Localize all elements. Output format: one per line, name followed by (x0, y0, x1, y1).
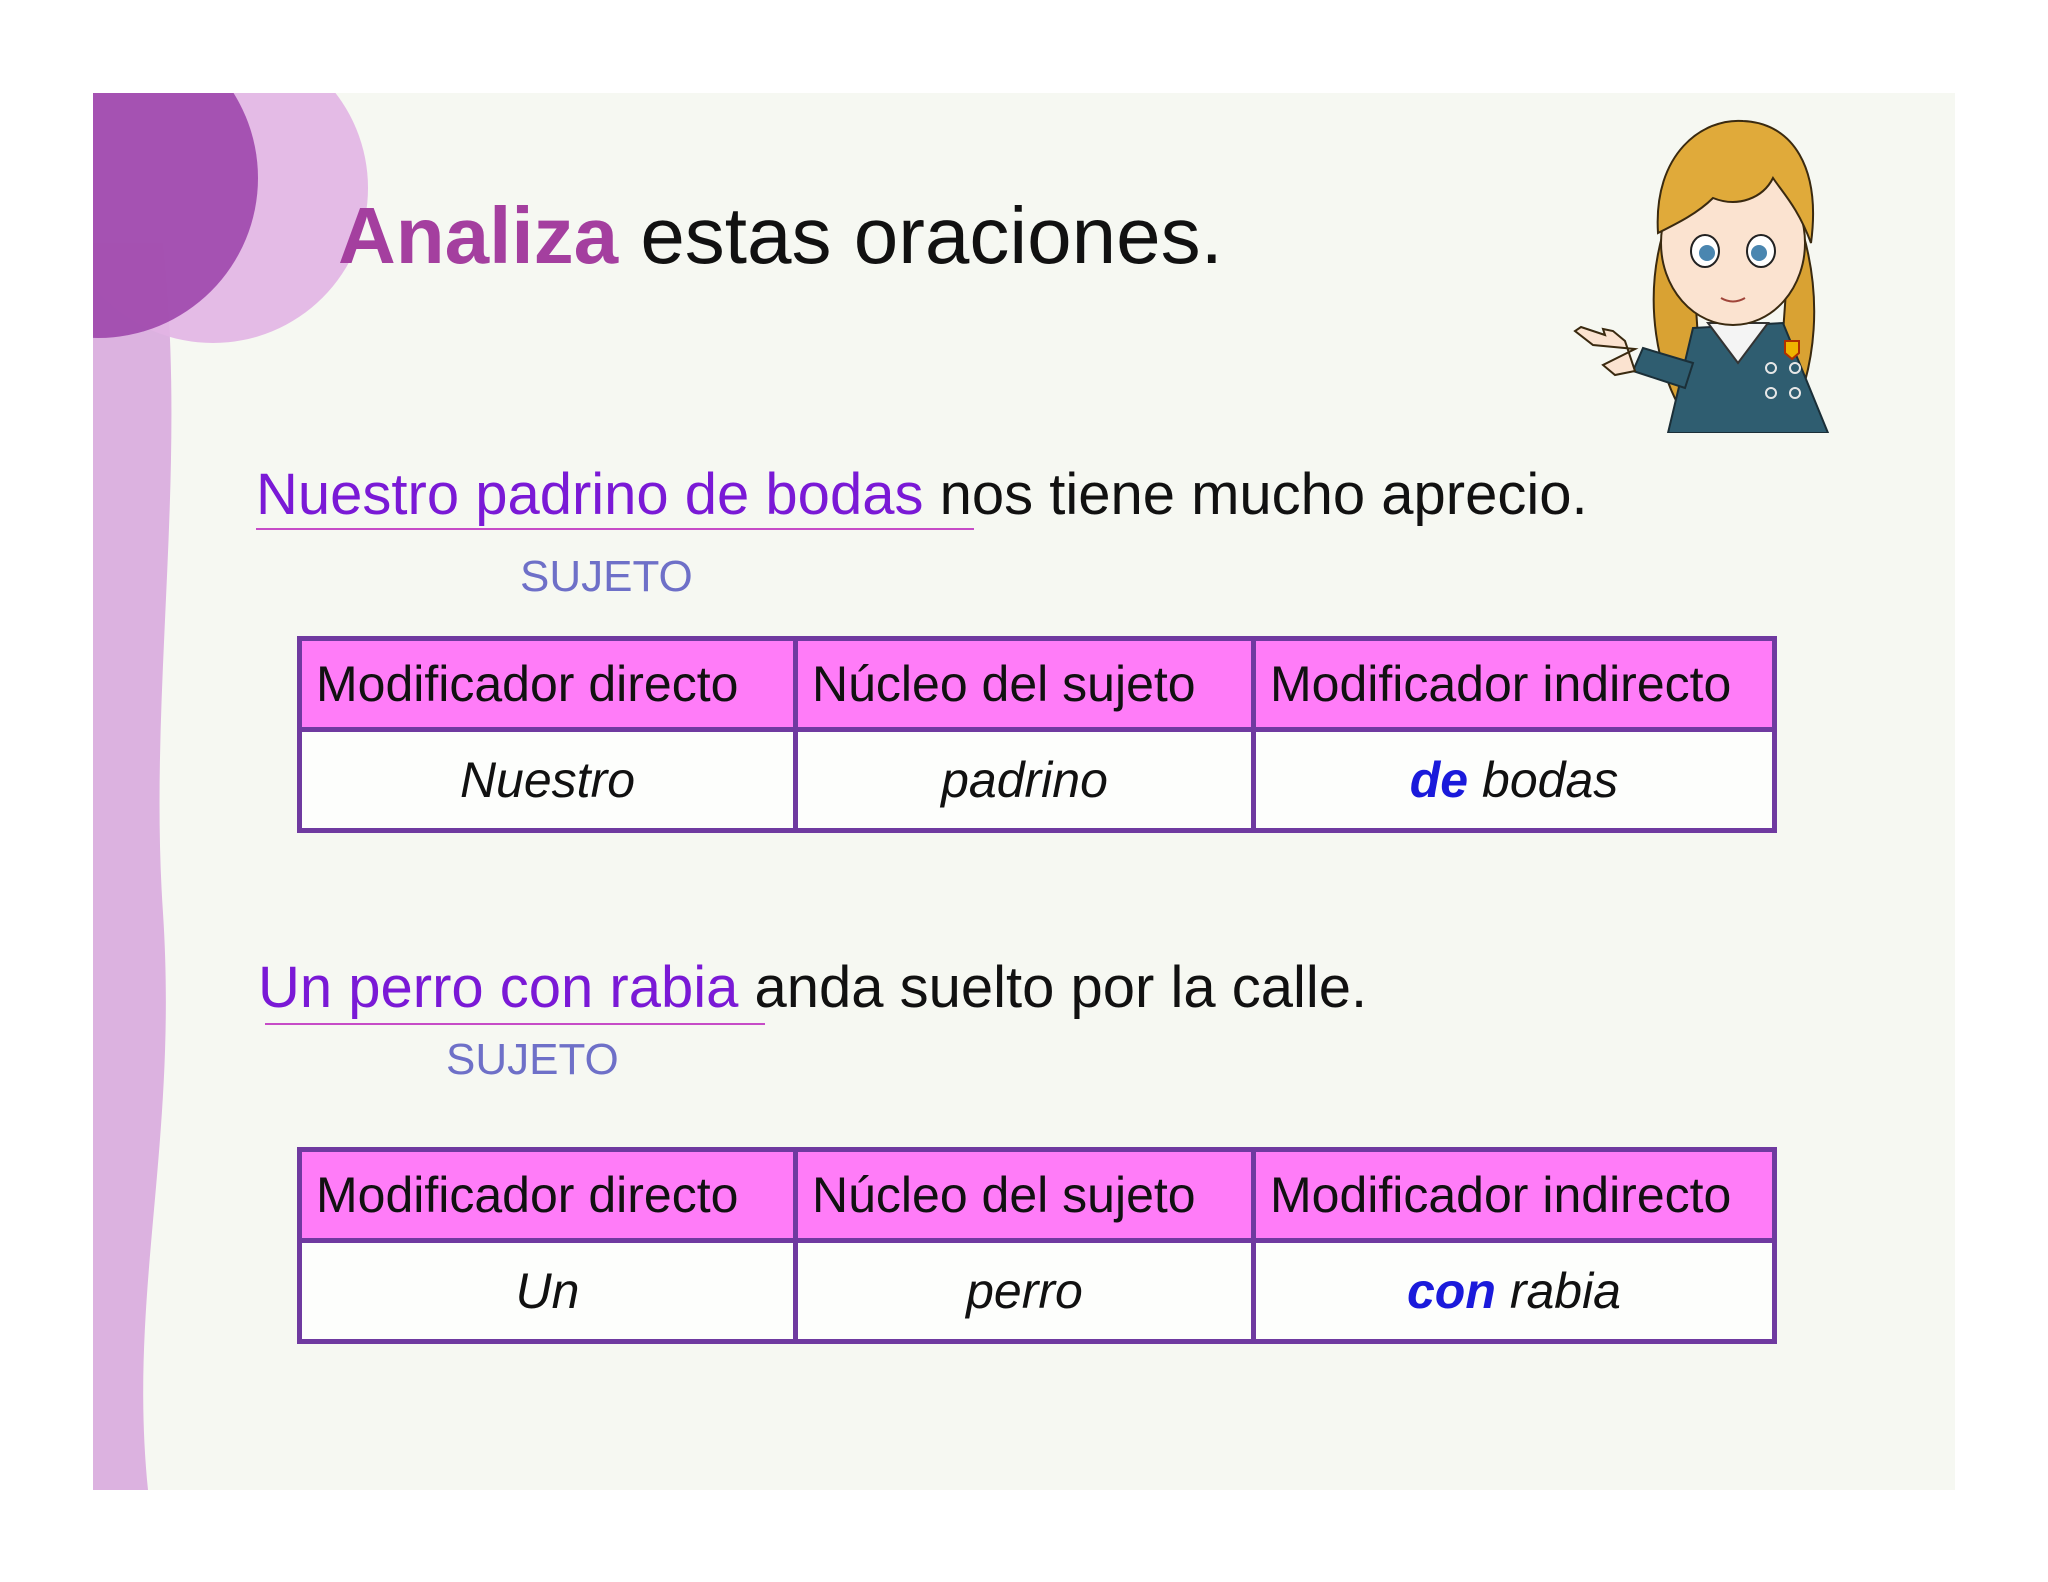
table-1-header-nucleo: Núcleo del sujeto (796, 639, 1254, 730)
pointing-girl-illustration (1573, 113, 1873, 433)
table-2-value-row (300, 1241, 1775, 1342)
page-title (338, 188, 1223, 284)
decorative-ribbon (93, 243, 171, 1490)
title-accent: Analiza (338, 191, 619, 280)
table-2-cell-mi (1254, 1241, 1775, 1342)
table-2-cell-md: Un (300, 1241, 796, 1342)
table-1-link-word: de (1409, 752, 1469, 808)
analysis-table-2 (297, 1147, 1777, 1344)
sentence-2-predicate: anda suelto por la calle. (754, 955, 1368, 1020)
table-2-header-mi: Modificador indirecto (1254, 1150, 1775, 1241)
sentence-1-predicate: nos tiene mucho aprecio. (939, 462, 1588, 527)
sentence-2-sujeto-label: SUJETO (446, 1035, 619, 1084)
sentence-1-subject: Nuestro padrino de bodas (256, 462, 924, 527)
sentence-2 (258, 953, 1367, 1023)
table-1-mi-rest: bodas (1482, 752, 1619, 808)
analysis-table-1 (297, 636, 1777, 833)
table-2-cell-nucleo: perro (796, 1241, 1254, 1342)
slide (93, 93, 1955, 1490)
sentence-2-underline (265, 1023, 765, 1025)
table-1-header-mi: Modificador indirecto (1254, 639, 1775, 730)
sentence-1-underline (256, 528, 974, 530)
table-1-header-md: Modificador directo (300, 639, 796, 730)
sentence-2-subject: Un perro con rabia (258, 955, 739, 1020)
table-2-header-row (300, 1150, 1775, 1241)
title-rest: estas oraciones. (640, 191, 1223, 280)
table-1-cell-mi (1254, 730, 1775, 831)
table-2-header-nucleo: Núcleo del sujeto (796, 1150, 1254, 1241)
sentence-1 (256, 460, 1588, 530)
table-2-header-md: Modificador directo (300, 1150, 796, 1241)
table-1-value-row (300, 730, 1775, 831)
table-2-link-word: con (1407, 1263, 1496, 1319)
table-2-mi-rest: rabia (1509, 1263, 1621, 1319)
table-1-cell-md: Nuestro (300, 730, 796, 831)
sentence-1-sujeto-label: SUJETO (520, 552, 693, 601)
table-1-header-row (300, 639, 1775, 730)
table-1-cell-nucleo: padrino (796, 730, 1254, 831)
